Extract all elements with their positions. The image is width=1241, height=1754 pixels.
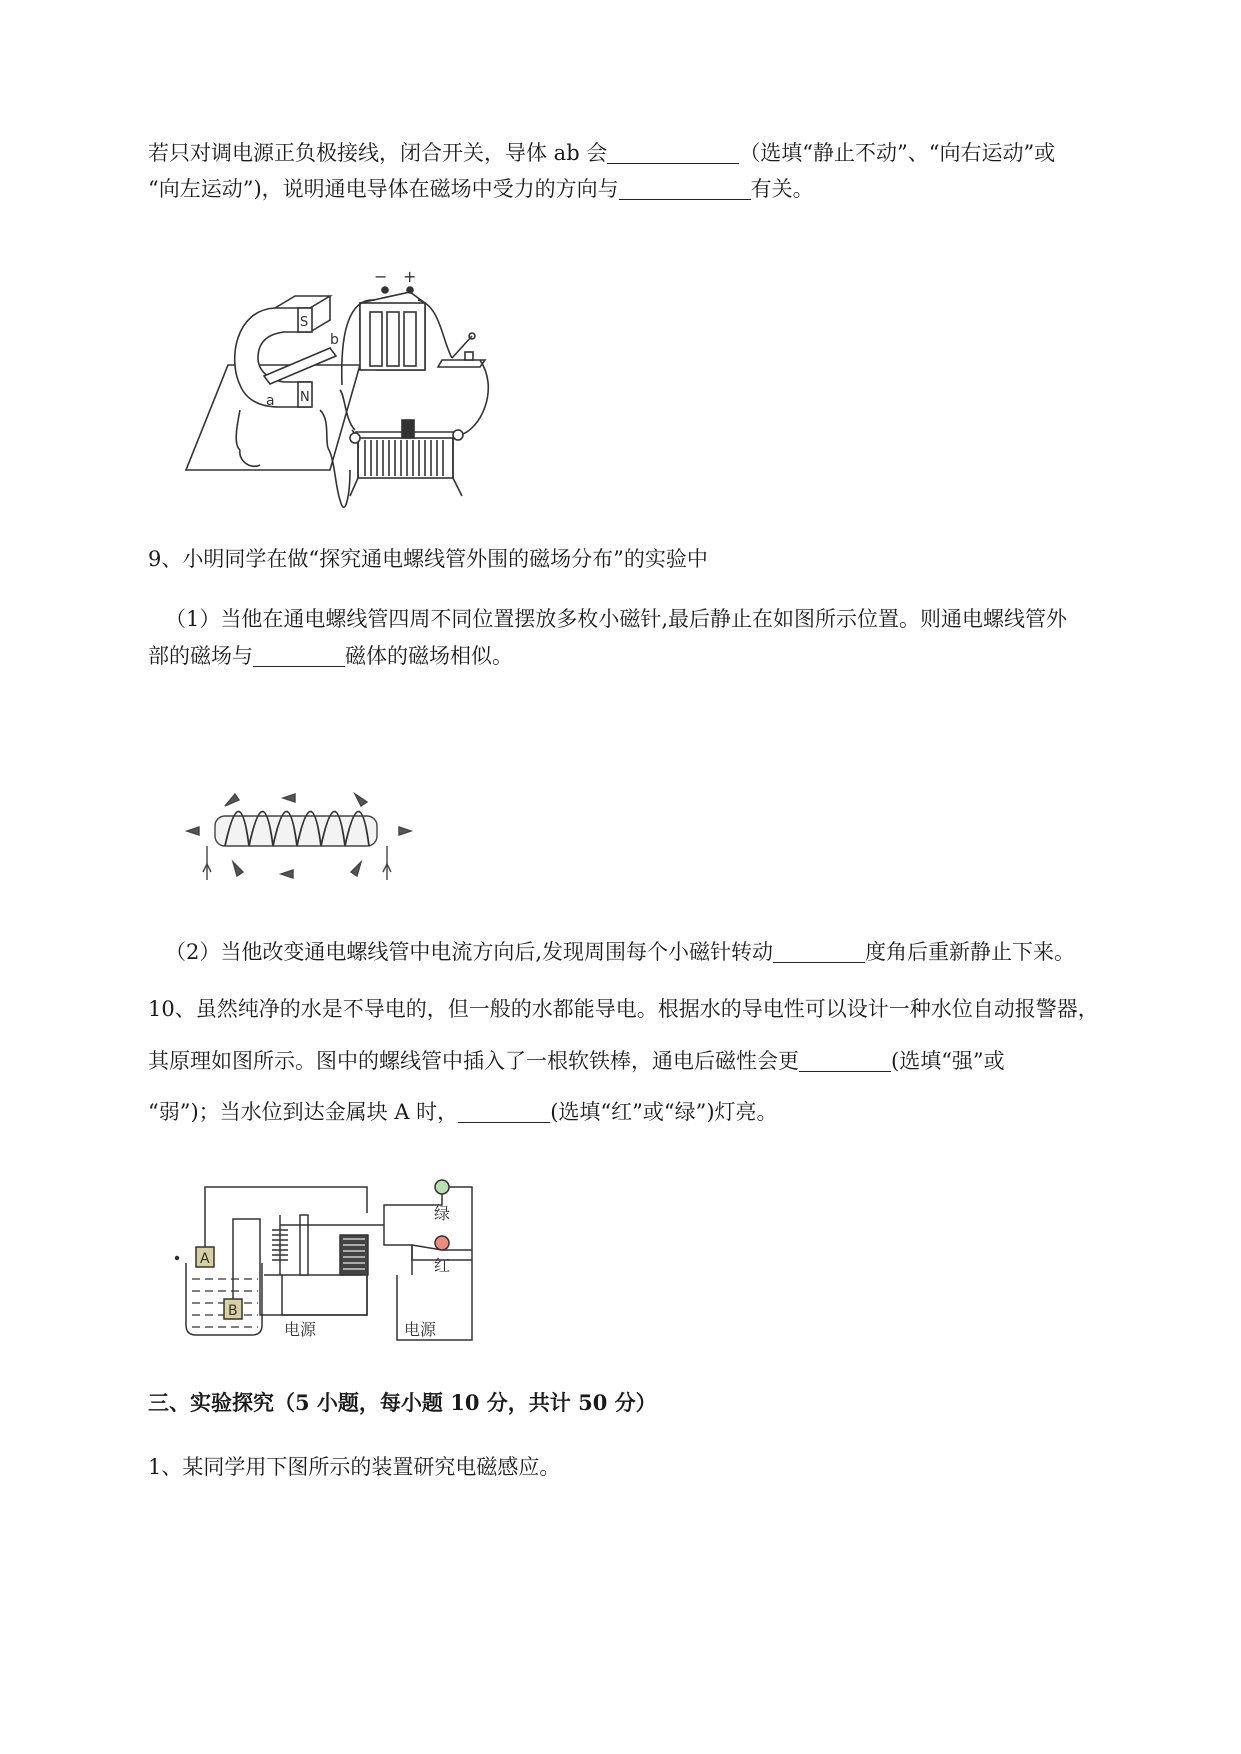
pole-n-label: N (300, 390, 310, 405)
q8-text: “向左运动”)，说明通电导体在磁场中受力的方向与 (148, 177, 619, 201)
q10-text: “弱”)；当水位到达金属块 A 时， (148, 1100, 459, 1124)
green-lamp-label: 绿 (434, 1204, 451, 1223)
q9-part1-text: 磁体的磁场相似。 (345, 644, 513, 668)
electrode-a-label: A (200, 1251, 210, 1267)
q9-part1-text: 部的磁场与 (148, 644, 253, 668)
answer-blank[interactable] (619, 177, 751, 200)
q8-line-1 (148, 138, 1055, 168)
red-lamp-label: 红 (434, 1256, 451, 1275)
figure-solenoid (185, 780, 425, 890)
power-label-1: 电源 (284, 1320, 317, 1339)
figure-water-alarm (172, 1175, 502, 1345)
q10-text: (选填“强”或 (891, 1049, 1005, 1073)
power-label-2: 电源 (404, 1320, 437, 1339)
q10-line-2 (148, 1046, 1005, 1076)
pole-s-label: S (300, 315, 309, 330)
q10-text: 10、虽然纯净的水是不导电的，但一般的水都能导电。根据水的导电性可以设计一种水位自动报警器， (148, 997, 1099, 1021)
plus-label: + (403, 270, 417, 286)
answer-blank[interactable] (607, 141, 739, 164)
figure-magnet-circuit (180, 270, 560, 560)
q9-part2-text: 度角后重新静止下来。 (865, 940, 1076, 964)
q9-stem-text: 9、小明同学在做“探究通电螺线管外围的磁场分布”的实验中 (148, 547, 708, 571)
q8-text: 若只对调电源正负极接线，闭合开关，导体 ab 会 (148, 141, 608, 165)
q9-part1-text: （1）当他在通电螺线管四周不同位置摆放多枚小磁针,最后静止在如图所示位置。则通电螺线管外 (165, 607, 1068, 631)
section3-q1 (148, 1452, 560, 1482)
answer-blank[interactable] (773, 940, 865, 963)
q9-part1-line-1 (165, 604, 1067, 634)
q10-text: 其原理如图所示。图中的螺线管中插入了一根软铁棒，通电后磁性会更 (148, 1049, 799, 1073)
label-a: a (266, 393, 275, 409)
q10-line-3 (148, 1097, 778, 1127)
electrode-b-label: B (228, 1303, 238, 1319)
section-title-text: 三、实验探究（5 小题，每小题 10 分，共计 50 分） (148, 1390, 657, 1415)
section3-q1-text: 1、某同学用下图所示的装置研究电磁感应。 (148, 1455, 561, 1479)
answer-blank[interactable] (799, 1049, 891, 1072)
q9-part2 (165, 937, 1075, 967)
q9-part1-line-2 (148, 641, 513, 671)
q9-stem (148, 544, 708, 574)
label-b: b (330, 332, 339, 348)
q10-text: (选填“红”或“绿”)灯亮。 (550, 1100, 778, 1124)
q8-text: （选填“静止不动”、“向右运动”或 (739, 141, 1056, 165)
q8-line-2 (148, 174, 814, 204)
minus-label: − (374, 270, 388, 286)
q8-text: 有关。 (750, 177, 814, 201)
answer-blank[interactable] (253, 644, 345, 667)
q10-line-1 (148, 994, 1099, 1024)
answer-blank[interactable] (458, 1100, 550, 1123)
section-title (148, 1388, 657, 1418)
q9-part2-text: （2）当他改变通电螺线管中电流方向后,发现周围每个小磁针转动 (165, 940, 774, 964)
